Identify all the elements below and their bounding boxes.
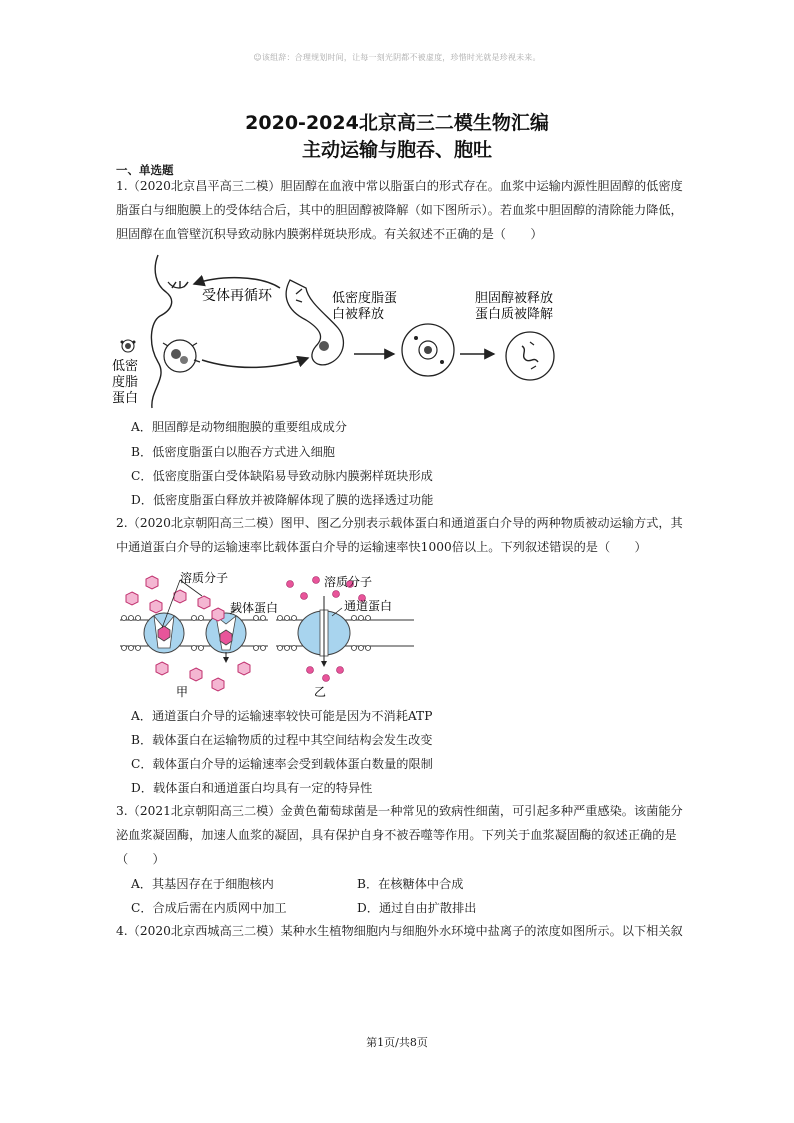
- q2-stem-line1: 2.（2020北京朝阳高三二模）图甲、图乙分别表示载体蛋白和通道蛋白介导的两种物质被动运输方式，其: [116, 516, 683, 530]
- q1-stem-line2: 脂蛋白与细胞膜上的受体结合后，其中的胆固醇被降解（如下图所示）。若血浆中胆固醇的清除能力降低，: [116, 203, 683, 217]
- q2-option-c: C．载体蛋白介导的运输速率会受到载体蛋白数量的限制: [131, 757, 433, 771]
- q3-option-d: D．通过自由扩散排出: [357, 901, 477, 915]
- section-heading: 一、单选题: [116, 163, 174, 177]
- q1-option-c: C．低密度脂蛋白受体缺陷易导致动脉内膜粥样斑块形成: [131, 469, 433, 483]
- ldl-particle-icon: [121, 340, 136, 352]
- label-receptor-recycle: 受体再循环: [202, 288, 272, 304]
- label-solute-jia: 溶质分子: [180, 571, 229, 585]
- q4-stem-line1: 4.（2020北京西城高三二模）某种水生植物细胞内与细胞外水环境中盐离子的浓度如图所示。以下相关叙: [116, 924, 683, 938]
- transport-arrow-1: [202, 358, 308, 367]
- q2-stem-line2: 中通道蛋白介导的运输速率比载体蛋白介导的运输速率快1000倍以上。下列叙述错误的是（ ）: [116, 540, 647, 554]
- page-subtitle: 主动运输与胞吞、胞吐: [301, 139, 492, 161]
- label-jia: 甲: [176, 685, 189, 699]
- q3-stem-line1: 3.（2021北京朝阳高三二模）金黄色葡萄球菌是一种常见的致病性细菌，可引起多种严重感染。该菌能分: [116, 804, 683, 818]
- page-title: 2020-2024北京高三二模生物汇编: [245, 112, 549, 134]
- q2-option-b: B．载体蛋白在运输物质的过程中其空间结构会发生改变: [131, 733, 433, 747]
- q1-option-d: D．低密度脂蛋白释放并被降解体现了膜的选择透过功能: [131, 493, 434, 507]
- label-result-1: 胆固醇被释放: [475, 291, 554, 306]
- q1-ldl-endocytosis-figure: [110, 250, 580, 412]
- q2-option-a: A．通道蛋白介导的运输速率较快可能是因为不消耗ATP: [131, 709, 433, 723]
- label-ldl-2: 度脂: [112, 375, 139, 390]
- label-ldl-1: 低密: [112, 359, 139, 374]
- q1-stem-line3: 胆固醇在血管壁沉积导致动脉内膜粥样斑块形成。有关叙述不正确的是（ ）: [116, 227, 543, 241]
- label-carrier-protein: 载体蛋白: [230, 601, 279, 615]
- label-ldl-3: 蛋白: [112, 391, 139, 406]
- q3-option-a: A．其基因存在于细胞核内: [131, 877, 274, 891]
- label-solute-yi: 溶质分子: [324, 575, 373, 589]
- q3-stem-line3: （ ）: [116, 852, 165, 866]
- q2-option-d: D．载体蛋白和通道蛋白均具有一定的特异性: [131, 781, 373, 795]
- label-channel-protein: 通道蛋白: [344, 599, 393, 613]
- watermark: ☺该组辞：合理规划时间，让每一刻光阴都不被虚度，珍惜时光就是珍视未来。: [253, 53, 541, 62]
- degraded-vesicle: [506, 332, 554, 380]
- q3-stem-line2: 泌血浆凝固酶，加速人血浆的凝固，具有保护自身不被吞噬等作用。下列关于血浆凝固酶的叙述正确的是: [116, 828, 677, 842]
- page-footer: 第1页/共8页: [366, 1036, 428, 1049]
- q1-option-a: A．胆固醇是动物细胞膜的重要组成成分: [131, 420, 347, 434]
- label-result-2: 蛋白质被降解: [475, 307, 554, 322]
- label-yi: 乙: [314, 685, 327, 699]
- cell-membrane: [151, 255, 171, 408]
- q3-option-c: C．合成后需在内质网中加工: [131, 901, 287, 915]
- q1-option-b: B．低密度脂蛋白以胞吞方式进入细胞: [131, 445, 335, 459]
- q3-option-b: B．在核糖体中合成: [357, 877, 464, 891]
- label-ldl-release-2: 白被释放: [332, 307, 385, 322]
- recycle-arrow: [194, 278, 280, 288]
- label-ldl-release-1: 低密度脂蛋: [332, 291, 398, 306]
- q2-transport-protein-figure: [118, 566, 418, 700]
- q1-stem-line1: 1.（2020北京昌平高三二模）胆固醇在血液中常以脂蛋白的形式存在。血浆中运输内源性胆固醇的低密度: [116, 179, 683, 193]
